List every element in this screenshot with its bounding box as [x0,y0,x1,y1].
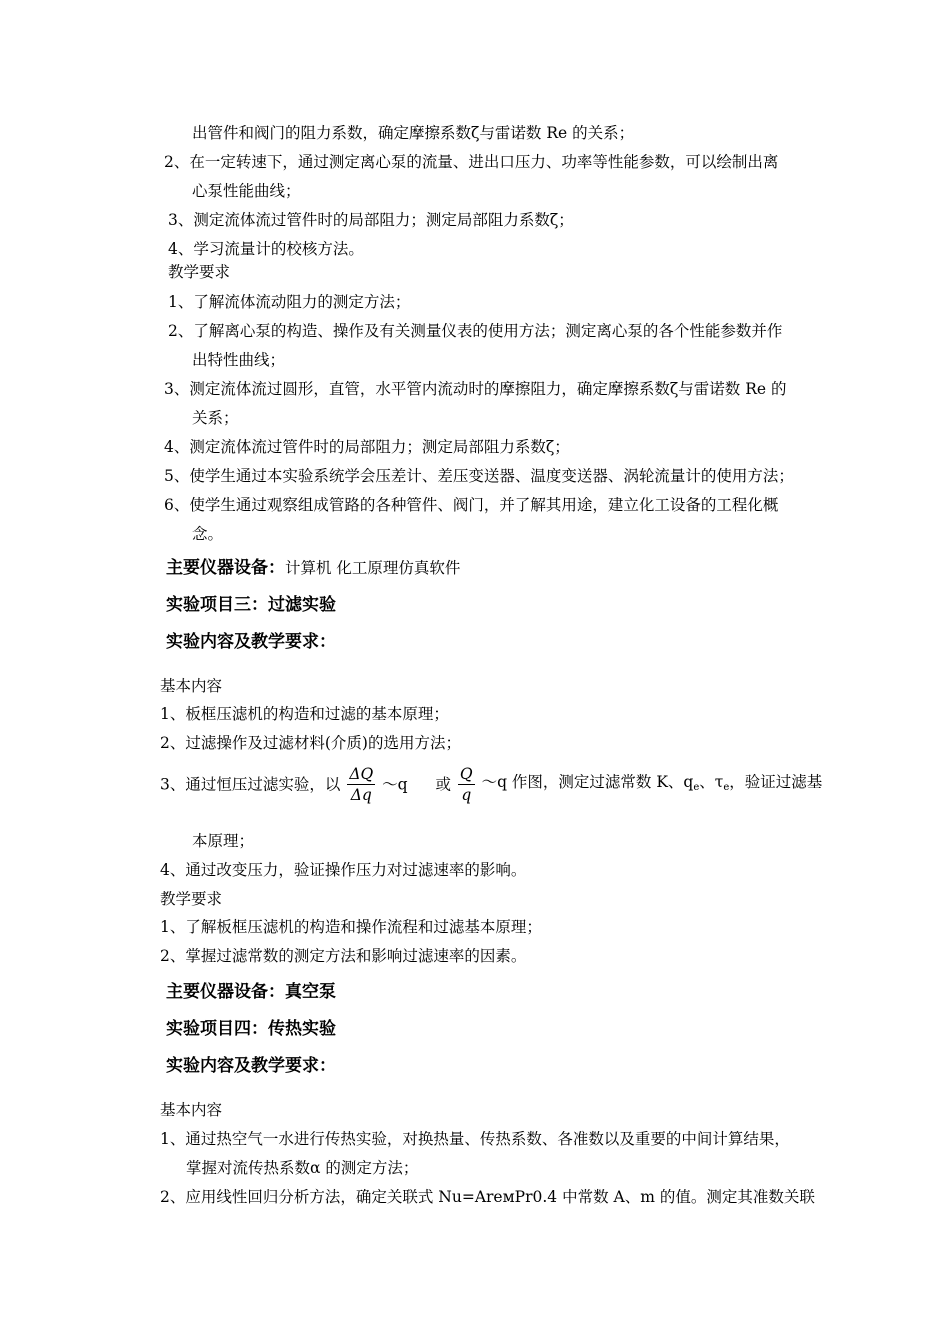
text-line: 心泵性能曲线； [192,182,301,200]
subscript: e [693,781,700,793]
fraction-dq [347,764,375,805]
fraction-numerator: ΔQ [349,765,374,783]
fraction-q [458,764,475,805]
equipment-heading-text: 计算机 化工原理仿真软件 [285,559,461,577]
text-line: 1、了解板框压滤机的构造和操作流程和过滤基本原理； [160,918,542,936]
text-line: 5、使学生通过本实验系统学会压差计、差压变送器、温度变送器、涡轮流量计的使用方法； [164,467,794,485]
equipment-heading [166,557,460,579]
formula-text: 、τ [699,772,724,791]
formula-text: 或 [435,775,451,794]
text-line: 1、了解流体流动阻力的测定方法； [168,293,411,311]
formula-line [160,764,822,814]
subsection-label: 基本内容 [160,677,223,695]
text-line: 2、应用线性回归分析方法，确定关联式 Nu=ArемPr0.4 中常数 A、m 的值。测定其准数关联 [160,1188,815,1206]
text-line: 1、板框压滤机的构造和过滤的基本原理； [160,705,449,723]
text-line: 出管件和阀门的阻力系数，确定摩擦系数ζ与雷诺数 Re 的关系； [192,124,635,142]
text-line: 4、通过改变压力，验证操作压力对过滤速率的影响。 [160,861,527,879]
text-line: 2、掌握过滤常数的测定方法和影响过滤速率的因素。 [160,947,527,965]
text-line: 关系； [192,409,239,427]
formula-text: ～q 作图，测定过滤常数 K、q [481,772,694,791]
section-heading: 实验内容及教学要求： [166,1056,336,1076]
text-line: 6、使学生通过观察组成管路的各种管件、阀门，并了解其用途，建立化工设备的工程化概 [164,496,779,514]
project-heading: 实验项目三：过滤实验 [166,595,336,615]
subsection-label: 教学要求 [160,890,223,908]
formula-text: 3、通过恒压过滤实验，以 [160,775,341,794]
formula-text: ～q [382,775,408,794]
formula-text: ，验证过滤基 [729,772,823,791]
text-line: 2、了解离心泵的构造、操作及有关测量仪表的使用方法；测定离心泵的各个性能参数并作 [168,322,783,340]
fraction-numerator: Q [459,765,473,783]
section-heading: 实验内容及教学要求： [166,632,336,652]
subsection-label: 基本内容 [160,1101,223,1119]
equipment-heading: 主要仪器设备：真空泵 [166,982,336,1002]
text-line: 念。 [192,525,224,543]
text-line: 3、测定流体流过管件时的局部阻力；测定局部阻力系数ζ； [168,211,574,229]
project-heading: 实验项目四：传热实验 [166,1019,336,1039]
text-line: 2、在一定转速下，通过测定离心泵的流量、进出口压力、功率等性能参数，可以绘制出离 [164,153,779,171]
text-line: 1、通过热空气一水进行传热实验，对换热量、传热系数、各准数以及重要的中间计算结果， [160,1130,790,1148]
text-line: 2、过滤操作及过滤材料(介质)的选用方法； [160,734,461,752]
equipment-heading-label: 主要仪器设备： [166,558,285,578]
fraction-denominator: Δq [350,786,372,804]
text-line: 3、测定流体流过圆形，直管，水平管内流动时的摩擦阻力，确定摩擦系数ζ与雷诺数 Re 的 [164,380,787,398]
subsection-label: 教学要求 [168,263,231,281]
text-line: 出特性曲线； [192,351,286,369]
text-line: 4、测定流体流过管件时的局部阻力；测定局部阻力系数ζ； [164,438,570,456]
fraction-denominator: q [461,786,472,804]
subscript: e [723,781,730,793]
text-line: 4、学习流量计的校核方法。 [168,240,364,258]
text-line: 掌握对流传热系数α 的测定方法； [186,1159,419,1177]
text-line: 本原理； [192,832,255,850]
